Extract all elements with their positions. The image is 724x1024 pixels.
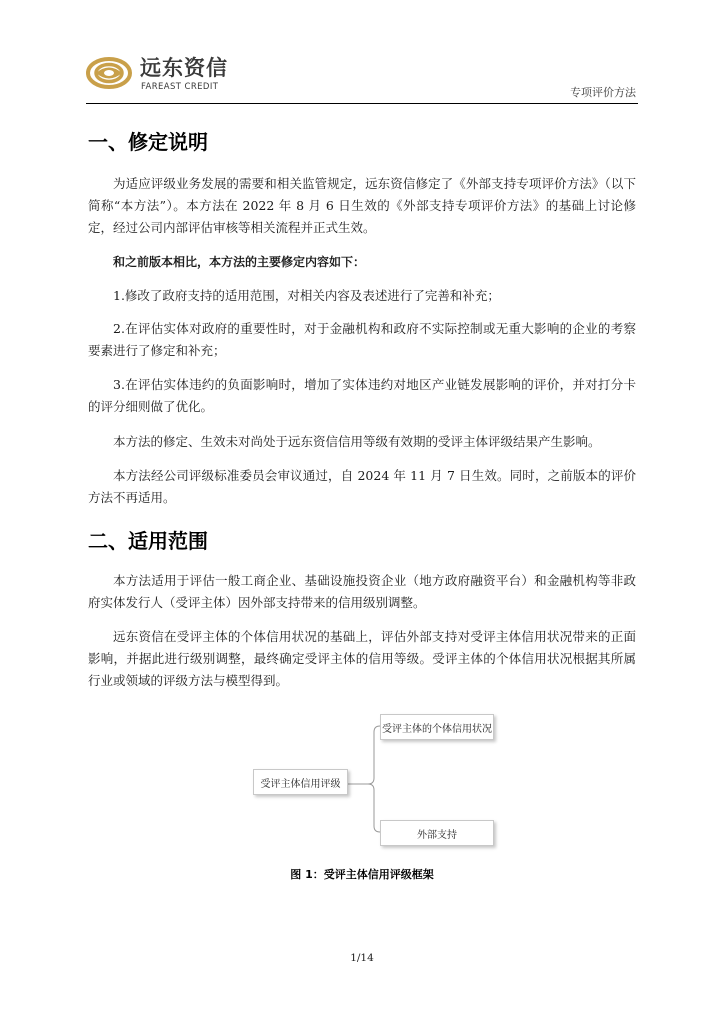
section-1-intro: 为适应评级业务发展的需要和相关监管规定，远东资信修定了《外部支持专项评价方法》（以下简称“本方法”）。本方法在 2022 年 8 月 6 日生效的《外部支持专项评价方法》的基础上讨论修定，经过公司内部评估审核等相关流程并正式生效。 xyxy=(88,176,636,235)
header-divider xyxy=(86,103,638,104)
brand-name-en: FAREAST CREDIT xyxy=(141,82,219,92)
scope-paragraph-1: 本方法适用于评估一般工商企业、基础设施投资企业（地方政府融资平台）和金融机构等非政府实体发行人（受评主体）因外部支持带来的信用级别调整。 xyxy=(88,573,636,610)
document-type-label: 专项评价方法 xyxy=(570,86,636,99)
change-item-1: 1.修改了政府支持的适用范围，对相关内容及表述进行了完善和补充； xyxy=(113,288,500,303)
rating-framework-diagram xyxy=(250,712,500,852)
diagram-node-external-support: 外部支持 xyxy=(380,820,494,846)
changes-heading: 和之前版本相比，本方法的主要修定内容如下： xyxy=(113,255,366,269)
change-item-3: 3.在评估实体违约的负面影响时，增加了实体违约对地区产业链发展影响的评价，并对打分卡的评分细则做了优化。 xyxy=(88,377,636,414)
diagram-node-individual-credit: 受评主体的个体信用状况 xyxy=(380,714,494,740)
approval-note: 本方法经公司评级标准委员会审议通过，自 2024 年 11 月 7 日生效。同时，之前版本的评价方法不再适用。 xyxy=(88,468,636,505)
figure-caption: 图 1：受评主体信用评级框架 xyxy=(290,868,434,881)
change-item-2: 2.在评估实体对政府的重要性时，对于金融机构和政府不实际控制或无重大影响的企业的考察要素进行了修定和补充； xyxy=(88,321,636,358)
section-2-title: 二、适用范围 xyxy=(88,529,208,553)
section-1-title: 一、修定说明 xyxy=(88,130,208,154)
scope-paragraph-2: 远东资信在受评主体的个体信用状况的基础上，评估外部支持对受评主体信用状况带来的正面影响，并据此进行级别调整，最终确定受评主体的信用等级。受评主体的个体信用状况根据其所属行业或领域的评级方法与模型得到。 xyxy=(88,629,636,688)
brand-name-cn: 远东资信 xyxy=(140,56,228,80)
diagram-node-root: 受评主体信用评级 xyxy=(253,769,348,795)
effect-note: 本方法的修定、生效未对尚处于远东资信信用等级有效期的受评主体评级结果产生影响。 xyxy=(113,434,601,449)
page-number: 1/14 xyxy=(350,952,374,964)
fareast-logo-icon xyxy=(86,56,132,90)
